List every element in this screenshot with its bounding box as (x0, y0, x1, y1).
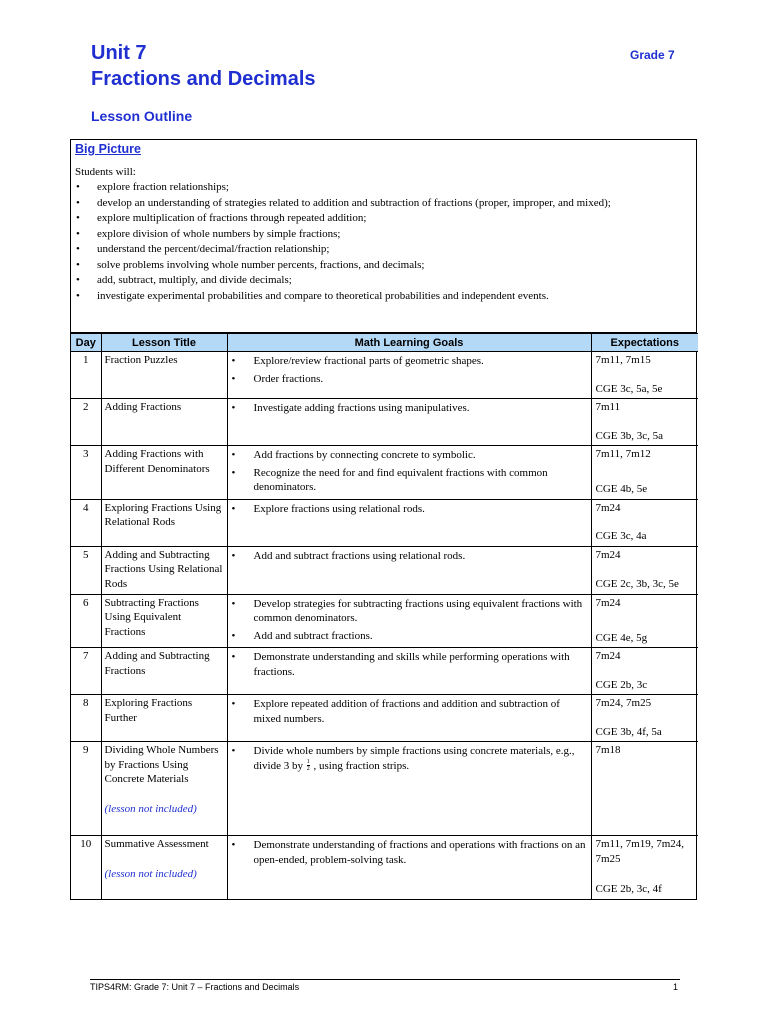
goals-cell (227, 546, 591, 594)
cge-codes: CGE 3b, 3c, 5a (595, 429, 664, 442)
lesson-title-cell (101, 399, 227, 446)
expectations-cell (591, 546, 698, 594)
day-cell: 1 (71, 352, 101, 399)
lesson-title-cell (101, 546, 227, 594)
expectation-codes: 7m11, 7m15 (595, 354, 651, 366)
fraction-denominator: 2 (306, 766, 310, 773)
goal-item: • Add and subtract fractions using relational rods. (232, 549, 588, 564)
cge-codes: CGE 4e, 5g (595, 631, 648, 644)
expectation-codes: 7m11, 7m12 (595, 448, 651, 460)
cge-codes: CGE 2c, 3b, 3c, 5e (595, 578, 679, 590)
expectations-cell (591, 499, 698, 546)
table-row (71, 499, 698, 546)
expectations-cell (591, 742, 698, 836)
table-row (71, 836, 698, 899)
big-picture-list (75, 180, 692, 304)
cge-codes: CGE 3c, 5a, 5e (595, 382, 663, 395)
column-header-math-learning-goals: Math Learning Goals (227, 334, 591, 352)
big-picture-item: • solve problems involving whole number percents, fractions, and decimals; (75, 258, 692, 274)
expectations-cell (591, 399, 698, 446)
goals-cell (227, 399, 591, 446)
lesson-title: Fraction Puzzles (104, 354, 178, 366)
expectation-codes: 7m18 (595, 744, 621, 756)
goal-item: • Explore/review fractional parts of geometric shapes. (232, 354, 588, 369)
cge-codes: CGE 4b, 5e (595, 483, 648, 495)
table-row (71, 399, 698, 446)
cge-codes: CGE 2b, 3c (595, 678, 648, 691)
lesson-title-cell (101, 446, 227, 500)
column-header-day: Day (71, 334, 101, 352)
goal-item (232, 744, 588, 773)
cge-codes: CGE 2b, 3c, 4f (595, 883, 662, 895)
big-picture-item: • explore fraction relationships; (75, 180, 692, 196)
cge-codes: CGE 3c, 4a (595, 530, 647, 542)
big-picture-item: • explore multiplication of fractions through repeated addition; (75, 211, 692, 227)
expectations-cell (591, 352, 698, 399)
grade-label: Grade 7 (630, 48, 675, 62)
column-header-lesson-title: Lesson Title (101, 334, 227, 352)
day-cell: 7 (71, 648, 101, 695)
day-cell: 10 (71, 836, 101, 899)
goal-text: Divide whole numbers by simple fractions using concrete materials, e.g., divide 3 by (253, 745, 575, 772)
lesson-not-included-note: (lesson not included) (104, 867, 197, 880)
footer-text: TIPS4RM: Grade 7: Unit 7 – Fractions and Decimals (90, 982, 300, 992)
fraction-one-half (307, 759, 310, 772)
fraction-numerator: 1 (306, 759, 310, 766)
goal-item: • Recognize the need for and find equivalent fractions with common denominators. (232, 466, 588, 495)
big-picture-item: • develop an understanding of strategies related to addition and subtraction of fractions (proper, improper, and mixed); (75, 196, 692, 212)
lesson-table-header (71, 334, 698, 352)
lesson-title: Subtracting Fractions Using Equivalent Fractions (104, 596, 199, 638)
lesson-title: Adding Fractions with Different Denominators (104, 448, 210, 475)
goal-item: • Add fractions by connecting concrete to symbolic. (232, 448, 588, 463)
goals-cell (227, 695, 591, 742)
expectation-codes: 7m24 (595, 548, 621, 561)
expectations-cell (591, 648, 698, 695)
lesson-not-included-note: (lesson not included) (104, 802, 197, 815)
goal-text-tail: , using fraction strips. (313, 759, 410, 772)
goal-item: • Demonstrate understanding and skills while performing operations with fractions. (232, 650, 588, 679)
day-cell: 3 (71, 446, 101, 500)
lesson-title-cell (101, 836, 227, 899)
big-picture-item: • investigate experimental probabilities and compare to theoretical probabilities and independent events. (75, 289, 692, 305)
day-cell: 4 (71, 499, 101, 546)
cge-codes: CGE 3b, 4f, 5a (595, 725, 662, 738)
goals-cell (227, 499, 591, 546)
day-cell: 6 (71, 594, 101, 648)
big-picture-title: Big Picture (75, 142, 141, 156)
page-number: 1 (672, 982, 678, 992)
lesson-title-cell (101, 594, 227, 648)
goals-cell (227, 836, 591, 899)
table-row (71, 648, 698, 695)
unit-heading (91, 40, 316, 92)
table-row (71, 352, 698, 399)
lesson-title-cell (101, 352, 227, 399)
goal-item: • Explore repeated addition of fractions and addition and subtraction of mixed numbers. (232, 697, 588, 726)
lesson-title-cell (101, 742, 227, 836)
expectations-cell (591, 836, 698, 899)
lesson-title: Adding and Subtracting Fractions (104, 650, 210, 677)
table-row (71, 742, 698, 836)
table-row (71, 446, 698, 500)
day-cell: 5 (71, 546, 101, 594)
lesson-table (71, 333, 698, 899)
unit-number: Unit 7 (91, 42, 147, 64)
goals-cell (227, 446, 591, 500)
table-row (71, 594, 698, 648)
lesson-title: Exploring Fractions Further (104, 697, 193, 724)
goals-cell (227, 742, 591, 836)
lesson-title: Summative Assessment (104, 838, 209, 850)
expectations-cell (591, 695, 698, 742)
expectation-codes: 7m24 (595, 596, 621, 609)
goal-item: • Explore fractions using relational rods. (232, 502, 588, 517)
goals-cell (227, 594, 591, 648)
day-cell: 9 (71, 742, 101, 836)
goal-item: • Investigate adding fractions using manipulatives. (232, 401, 588, 416)
goal-item: • Add and subtract fractions. (232, 629, 588, 644)
expectation-codes: 7m11, 7m19, 7m24, 7m25 (595, 838, 685, 865)
big-picture-section (71, 140, 696, 333)
lesson-title: Adding Fractions (104, 401, 182, 413)
lesson-title: Dividing Whole Numbers by Fractions Using Concrete Materials (104, 744, 219, 785)
lesson-outline-heading: Lesson Outline (91, 108, 193, 124)
expectation-codes: 7m24 (595, 501, 621, 514)
unit-title: Fractions and Decimals (91, 68, 316, 90)
day-cell: 2 (71, 399, 101, 446)
big-picture-item: • add, subtract, multiply, and divide decimals; (75, 273, 692, 289)
expectation-codes: 7m11 (595, 401, 621, 413)
goal-item: • Order fractions. (232, 372, 588, 387)
goals-cell (227, 648, 591, 695)
table-row (71, 546, 698, 594)
outline-frame (70, 139, 697, 900)
lesson-title: Exploring Fractions Using Relational Rods (104, 501, 222, 528)
page-footer (90, 979, 680, 992)
big-picture-item: • understand the percent/decimal/fraction relationship; (75, 242, 692, 258)
goals-cell (227, 352, 591, 399)
expectation-codes: 7m24 (595, 650, 621, 662)
expectations-cell (591, 446, 698, 500)
goal-item: • Develop strategies for subtracting fractions using equivalent fractions with common denominators. (232, 597, 588, 626)
big-picture-item: • explore division of whole numbers by simple fractions; (75, 227, 692, 243)
lesson-title-cell (101, 499, 227, 546)
expectation-codes: 7m24, 7m25 (595, 697, 652, 709)
column-header-expectations: Expectations (591, 334, 698, 352)
lesson-title-cell (101, 695, 227, 742)
goal-item: • Demonstrate understanding of fractions and operations with fractions on an open-ended, problem-solving task. (232, 838, 588, 867)
expectations-cell (591, 594, 698, 648)
table-row (71, 695, 698, 742)
lesson-title-cell (101, 648, 227, 695)
lesson-title: Adding and Subtracting Fractions Using Relational Rods (104, 548, 223, 590)
big-picture-intro: Students will: (75, 166, 136, 178)
day-cell: 8 (71, 695, 101, 742)
